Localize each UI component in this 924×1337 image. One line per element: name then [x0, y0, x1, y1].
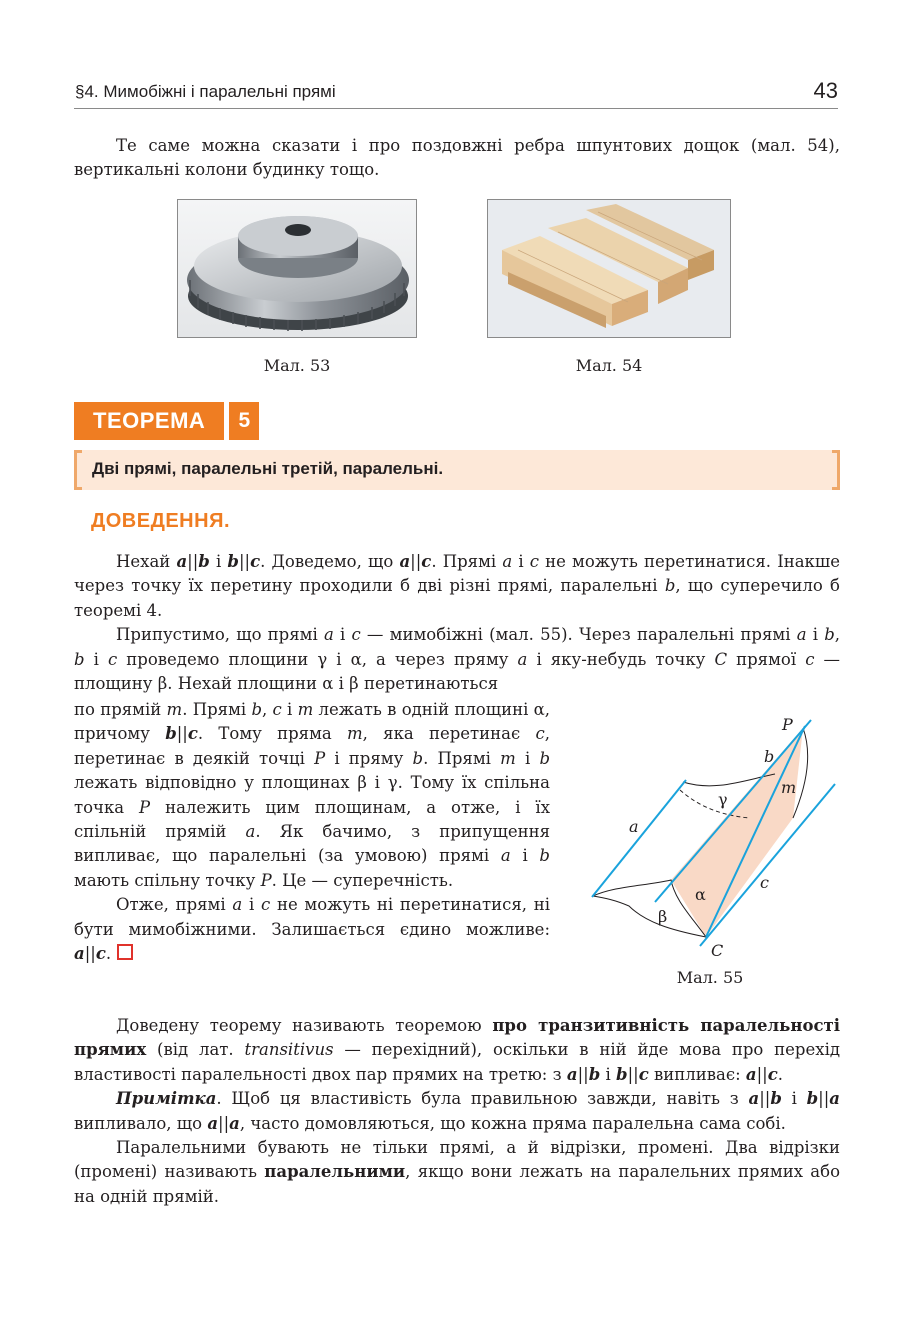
label-gamma: γ — [718, 790, 728, 809]
label-c: c — [760, 873, 769, 892]
paragraph-note: Примітка. Щоб ця властивість була правильною завжди, навіть з a||b і b||a випливало, що a||a, часто домовляються, що кожна пряма паралельна сама собі. — [74, 1089, 840, 1133]
theorem-number: 5 — [229, 402, 259, 440]
fig54-caption: Мал. 54 — [575, 356, 643, 375]
section-title: §4. Мимобіжні і паралельні прямі — [75, 82, 336, 101]
intro-paragraph — [74, 134, 840, 183]
label-b: b — [764, 747, 775, 766]
plane-alpha — [671, 728, 803, 937]
theorem-badge — [74, 402, 259, 440]
fig53-caption: Мал. 53 — [263, 356, 331, 375]
boards-photo — [487, 199, 731, 338]
paragraph-transitivity: Доведену теорему називають теоремою про транзитивність паралельності прямих (від лат. transitivus — перехідний), оскільки в ній йде мова про перехід властивості паралельності двох пар прямих на третю: з a||b і b||c випливає: a||c. — [74, 1016, 840, 1084]
header-divider — [74, 108, 838, 109]
fig55-diagram — [585, 710, 845, 965]
proof-left-column — [74, 698, 550, 966]
gear-photo — [177, 199, 417, 338]
label-C: C — [711, 941, 724, 960]
theorem-statement: Дві прямі, паралельні третій, паралельні. — [92, 459, 444, 478]
theorem-statement-box — [74, 450, 840, 490]
proof-paragraph-4: Отже, прямі a і c не можуть ні перетинатися, ні бути мимобіжними. Залишається єдино можливе: a||c. — [74, 895, 550, 964]
proof-paragraph-3: по прямій m. Прямі b, c і m лежать в одній площині α, причому b||c. Тому пряма m, яка перетинає c, перетинає в деякій точці P і пряму b. Прямі m і b лежать відповідно у площинах β і γ. Тому їх спільна точка P належить цим площинам, а отже, і їх спільній прямій a. Як бачимо, з припущення випливає, що паралельні (за умовою) прямі a і b мають спільну точку P. Це — суперечність. — [74, 700, 550, 890]
label-alpha: α — [695, 885, 706, 904]
intro-line-2: вертикальні колони будинку тощо. — [74, 160, 380, 180]
label-m: m — [781, 778, 797, 797]
paragraph-segments: Паралельними бувають не тільки прямі, а й відрізки, промені. Два відрізки (промені) називають паралельними, якщо вони лежать на паралельних прямих або на одній прямій. — [74, 1138, 841, 1206]
fig55-caption: Мал. 55 — [676, 968, 744, 987]
qed-square-icon — [117, 944, 133, 960]
intro-line-1: Те саме можна сказати і про поздовжні ребра шпунтових дощок (мал. 54), — [116, 136, 840, 155]
gear-illustration — [178, 200, 416, 337]
boards-illustration — [488, 200, 730, 337]
label-P: P — [782, 715, 793, 734]
theorem-label: ТЕОРЕМА — [74, 402, 224, 440]
page-number: 43 — [813, 78, 838, 103]
proof-heading: ДОВЕДЕННЯ. — [91, 510, 230, 532]
label-beta: β — [658, 907, 668, 926]
label-a: a — [629, 817, 639, 836]
proof-paragraph-1: Нехай a||b і b||c. Доведемо, що a||c. Прямі a і c не можуть перетинатися. Інакше через точку їх перетину проходили б дві різні прямі, паралельні b, що суперечило б теоремі 4. — [74, 552, 840, 620]
proof-paragraph-2: Припустимо, що прямі a і c — мимобіжні (мал. 55). Через паралельні прямі a і b, b і c проведемо площини γ і α, а через пряму a і яку-небудь точку C прямої c — площину β. Нехай площини α і β перетинаються — [74, 625, 841, 694]
after-proof — [74, 1014, 840, 1209]
proof-full-width — [74, 550, 840, 696]
